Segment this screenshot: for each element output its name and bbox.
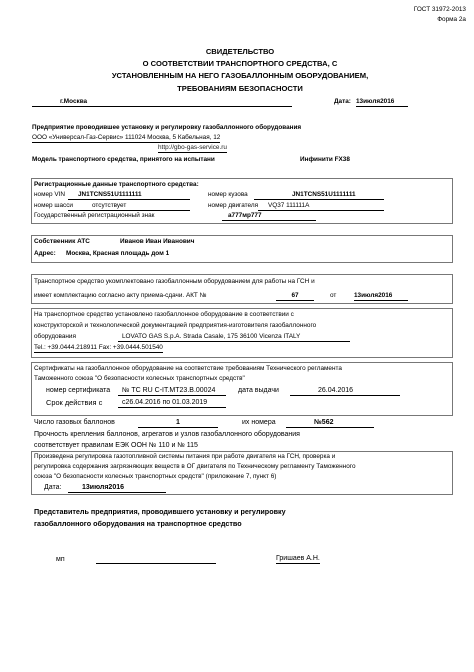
equipment-line1: Транспортное средство укомплектовано газобаллонным оборудованием для работы на ГСН и xyxy=(34,278,315,285)
maker-phones: Tel.: +39.0444.218911 Fax: +39.0444.501540 xyxy=(34,344,163,351)
enterprise-label: Предприятие проводившее установку и регулировку газобаллонного оборудования xyxy=(32,124,302,131)
strength-line2: соответствует правилам ЕЭК ООН № 110 и № 115 xyxy=(34,442,198,449)
registration-label: Регистрационные данные транспортного средства: xyxy=(34,181,199,188)
equipment-line2: имеет комплектацию согласно акту приема-сдачи. АКТ № xyxy=(34,292,207,299)
act-date: 13июля2016 xyxy=(354,292,408,301)
body-value: JN1TCNS51U1111111 xyxy=(254,191,384,200)
vin-value: JN1TCNS51U1111111 xyxy=(68,191,190,200)
chassis-label: номер шасси xyxy=(34,202,74,209)
model-value: Инфинити FX38 xyxy=(300,156,350,163)
doc-date: 13июля2016 xyxy=(356,98,408,107)
installed-line1: На транспортное средство установлено газобаллонное оборудование в соответствии с xyxy=(34,311,294,318)
certificate-issue-label: дата выдачи xyxy=(238,387,279,394)
certificate-number-label: номер сертификата xyxy=(46,387,111,394)
signature-line xyxy=(96,563,216,564)
form-number: Форма 2а xyxy=(437,15,466,23)
certificate-line1: Сертификаты на газобаллонное оборудование на соответствие требованиям Технического регламента xyxy=(34,365,342,372)
model-label: Модель транспортного средства, принятого на испытани xyxy=(32,156,215,163)
plate-value: а777мр777 xyxy=(222,212,316,221)
signer-name: Гришаев А.Н. xyxy=(276,555,320,564)
gost-code: ГОСТ 31972-2013 xyxy=(413,6,466,13)
form-header xyxy=(414,6,466,23)
owner-address-label: Адрес: xyxy=(34,250,56,257)
act-number: 67 xyxy=(276,292,314,301)
certificate-number: № TC RU C-IT.MT23.B.00024 xyxy=(118,387,226,396)
enterprise-site-link[interactable]: http://gbo-gas-service.ru xyxy=(158,144,227,151)
engine-label: номер двигателя xyxy=(208,202,259,209)
certificate-validity-label: Срок действия с xyxy=(46,398,103,407)
chassis-value: отсутствует xyxy=(68,202,190,211)
date-label: Дата: xyxy=(334,98,351,105)
document-title-line1: СВИДЕТЕЛЬСТВО xyxy=(205,47,275,56)
certificate-issue-date: 26.04.2016 xyxy=(290,387,400,396)
maker-name: LOVATO GAS S.p.A. Strada Casale, 175 36100 Vicenza ITALY xyxy=(118,333,350,342)
installed-line2: конструкторской и технологической документацией предприятия-изготовителя газобаллонного xyxy=(34,322,317,329)
cylinders-count: 1 xyxy=(138,419,218,428)
representative-line1: Представитель предприятия, проводившего установку и регулировку xyxy=(34,507,286,516)
place-line xyxy=(32,98,292,107)
document-title-line4: ТРЕБОВАНИЯМ БЕЗОПАСНОСТИ xyxy=(177,84,303,93)
inspection-line3: союза "О безопасности колесных транспортных средств" (приложение 7, пункт 6) xyxy=(34,473,277,480)
vin-label: номер VIN xyxy=(34,191,66,198)
strength-line1: Прочность крепления баллонов, агрегатов и узлов газобаллонного оборудования xyxy=(34,431,300,438)
certificate-line2: Таможенного союза "О безопасности колесных транспортных средств" xyxy=(34,375,245,382)
inspection-line2: регулировка содержания загрязняющих веществ в ОГ двигателя по Техническому регламенту Таможенного xyxy=(34,463,356,470)
enterprise-name: ООО «Универсал-Газ-Сервис» 111024 Москва, 5 Кабельная, 12 xyxy=(32,134,221,141)
owner-box xyxy=(31,235,453,263)
owner-address: Москва, Красная площадь дом 1 xyxy=(66,250,170,257)
document-title-line3: УСТАНОВЛЕННЫМ НА НЕГО ГАЗОБАЛЛОННЫМ ОБОРУДОВАНИЕМ, xyxy=(111,71,369,80)
act-from-label: от xyxy=(330,292,337,299)
cylinders-numbers: №562 xyxy=(286,419,374,428)
inspection-date-label: Дата: xyxy=(44,484,62,491)
plate-label: Государственный регистрационный знак xyxy=(34,212,155,219)
cylinders-numbers-label: их номера xyxy=(242,419,276,426)
inspection-date: 13июля2016 xyxy=(68,484,166,493)
owner-name: Иванов Иван Иванович xyxy=(120,238,195,245)
representative-line2: газобаллонного оборудования на транспортное средство xyxy=(34,519,242,528)
seal-label: мп xyxy=(56,556,65,563)
cylinders-label: Число газовых баллонов xyxy=(34,419,115,426)
owner-label: Собственник АТС xyxy=(34,238,90,245)
installed-line3: оборудования xyxy=(34,333,76,340)
city: г.Москва xyxy=(60,98,88,105)
engine-value: VQ37 111111A xyxy=(258,202,384,211)
certificate-validity: с26.04.2016 по 01.03.2019 xyxy=(118,399,226,408)
document-title-line2: О СООТВЕТСТВИИ ТРАНСПОРТНОГО СРЕДСТВА, С xyxy=(142,59,338,68)
inspection-line1: Произведена регулировка газотопливной системы питания при работе двигателя на ГСН, проверка и xyxy=(34,453,336,460)
body-label: номер кузова xyxy=(208,191,248,198)
